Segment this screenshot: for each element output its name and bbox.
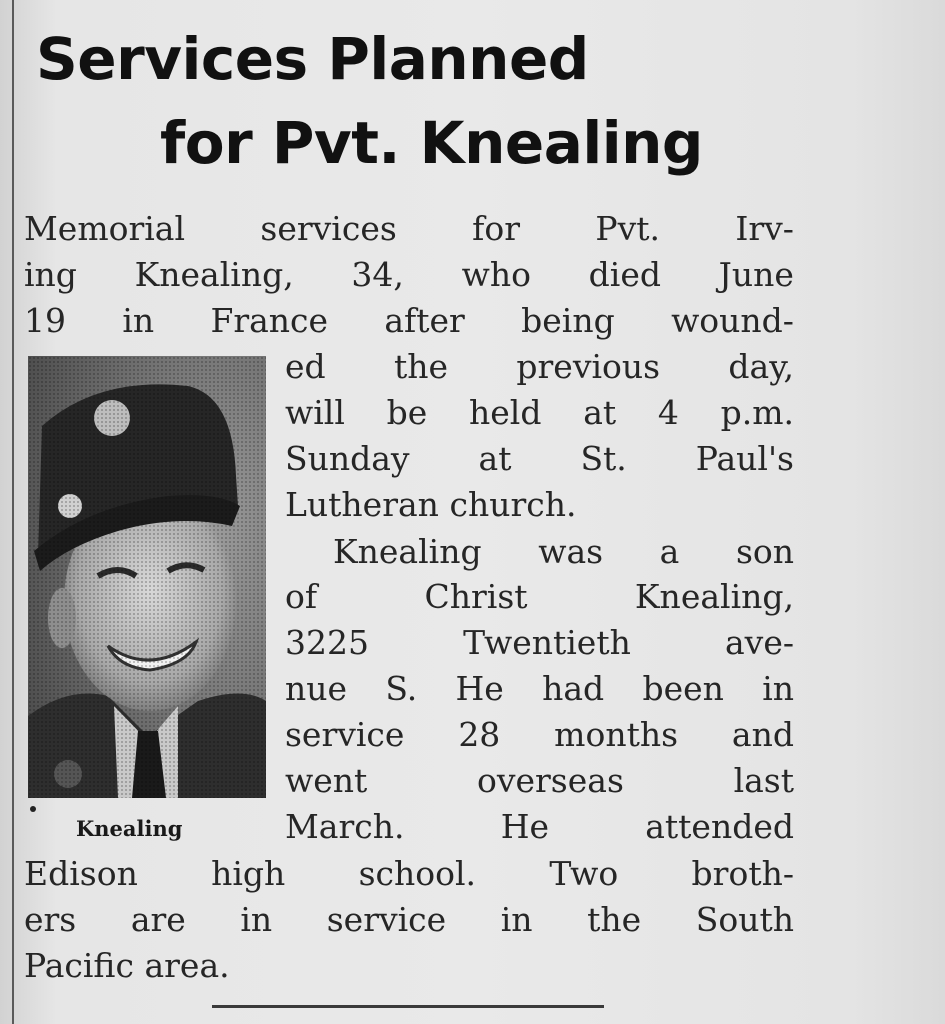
article-line: Pacific area.: [24, 946, 230, 985]
column-rule: [12, 0, 14, 1024]
article-line: service 28 months and: [285, 715, 794, 754]
photo-caption: Knealing: [76, 816, 183, 841]
article-line: nue S. He had been in: [285, 669, 794, 708]
article-line: March. He attended: [285, 807, 794, 846]
article-line: of Christ Knealing,: [285, 577, 794, 616]
article-line: ing Knealing, 34, who died June: [24, 255, 794, 294]
article-line: ers are in service in the South: [24, 900, 794, 939]
article-line: ed the previous day,: [285, 347, 794, 386]
end-of-article-rule: [212, 1005, 604, 1008]
article-line: will be held at 4 p.m.: [285, 393, 794, 432]
article-line: 19 in France after being wound-: [24, 301, 794, 340]
article-line: Knealing was a son: [333, 532, 794, 571]
article-line: went overseas last: [285, 761, 794, 800]
article-line: 3225 Twentieth ave-: [285, 623, 794, 662]
article-line: Memorial services for Pvt. Irv-: [24, 209, 794, 248]
article-line: Sunday at St. Paul's: [285, 439, 794, 478]
article-line: Edison high school. Two broth-: [24, 854, 794, 893]
caption-bullet: [30, 806, 36, 812]
article-line: Lutheran church.: [285, 485, 577, 524]
headline-line-2: for Pvt. Knealing: [160, 109, 703, 177]
portrait-photo: [28, 356, 266, 798]
headline-line-1: Services Planned: [36, 25, 589, 93]
